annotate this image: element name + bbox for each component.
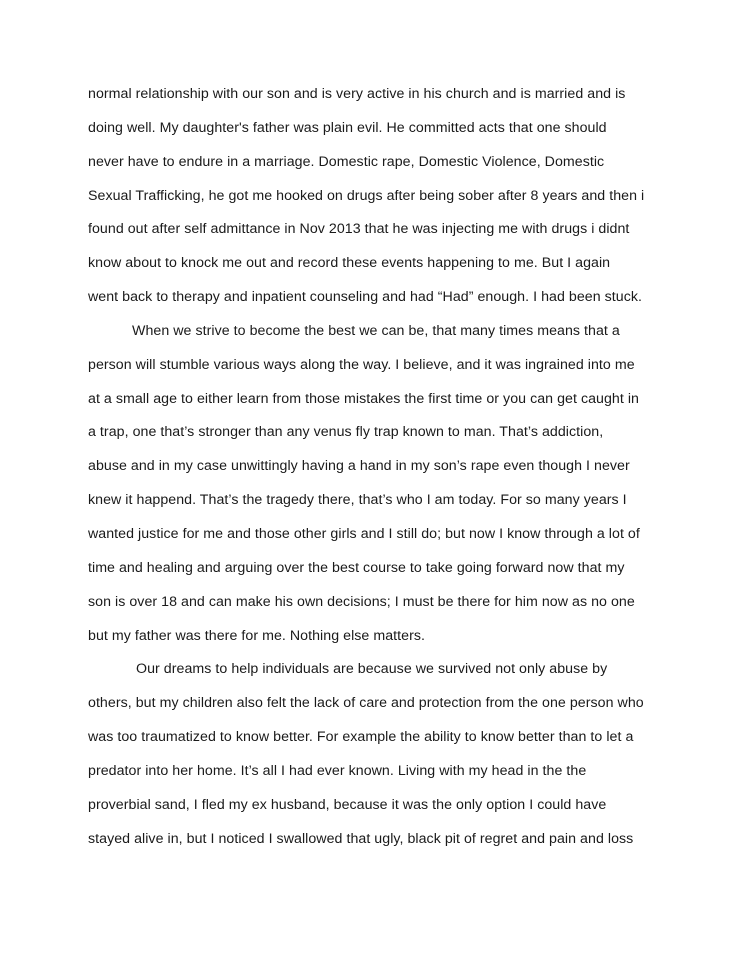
text-line: others, but my children also felt the lack of care and protection from the one person who xyxy=(88,695,644,712)
text-line: know about to knock me out and record these events happening to me. But I again xyxy=(88,255,611,272)
text-line: was too traumatized to know better. For example the ability to know better than to let a xyxy=(88,729,634,746)
text-line: normal relationship with our son and is very active in his church and is married and is xyxy=(88,86,626,102)
text-line: doing well. My daughter's father was plain evil. He committed acts that one should xyxy=(88,119,607,136)
text-line: Sexual Trafficking, he got me hooked on drugs after being sober after 8 years and then i xyxy=(88,187,645,204)
text-line: never have to endure in a marriage. Domestic rape, Domestic Violence, Domestic xyxy=(88,153,605,170)
paragraph-first-line: Our dreams to help individuals are because we survived not only abuse by xyxy=(136,661,608,678)
text-line: predator into her home. It’s all I had ever known. Living with my head in the the xyxy=(88,762,587,779)
text-line: knew it happend. That’s the tragedy there, that’s who I am today. For so many years I xyxy=(88,492,627,509)
text-line: abuse and in my case unwittingly having a hand in my son’s rape even though I never xyxy=(88,458,630,475)
text-line: person will stumble various ways along the way. I believe, and it was ingrained into me xyxy=(88,356,635,373)
document-body xyxy=(88,80,678,858)
text-line: a trap, one that’s stronger than any venus fly trap known to man. That’s addiction, xyxy=(88,424,604,441)
text-line: but my father was there for me. Nothing else matters. xyxy=(88,627,425,644)
text-line: went back to therapy and inpatient counseling and had “Had” enough. I had been stuck. xyxy=(88,289,643,306)
text-line: son is over 18 and can make his own decisions; I must be there for him now as no one xyxy=(88,593,635,610)
text-line: proverbial sand, I fled my ex husband, because it was the only option I could have xyxy=(88,796,607,813)
text-line: time and healing and arguing over the best course to take going forward now that my xyxy=(88,559,625,576)
paragraph-first-line: When we strive to become the best we can be, that many times means that a xyxy=(132,322,620,339)
text-line: wanted justice for me and those other girls and I still do; but now I know through a lot of xyxy=(88,525,640,542)
text-line: at a small age to either learn from those mistakes the first time or you can get caught in xyxy=(88,390,639,407)
text-line: found out after self admittance in Nov 2013 that he was injecting me with drugs i didnt xyxy=(88,221,630,238)
text-line: stayed alive in, but I noticed I swallowed that ugly, black pit of regret and pain and loss xyxy=(88,830,634,847)
